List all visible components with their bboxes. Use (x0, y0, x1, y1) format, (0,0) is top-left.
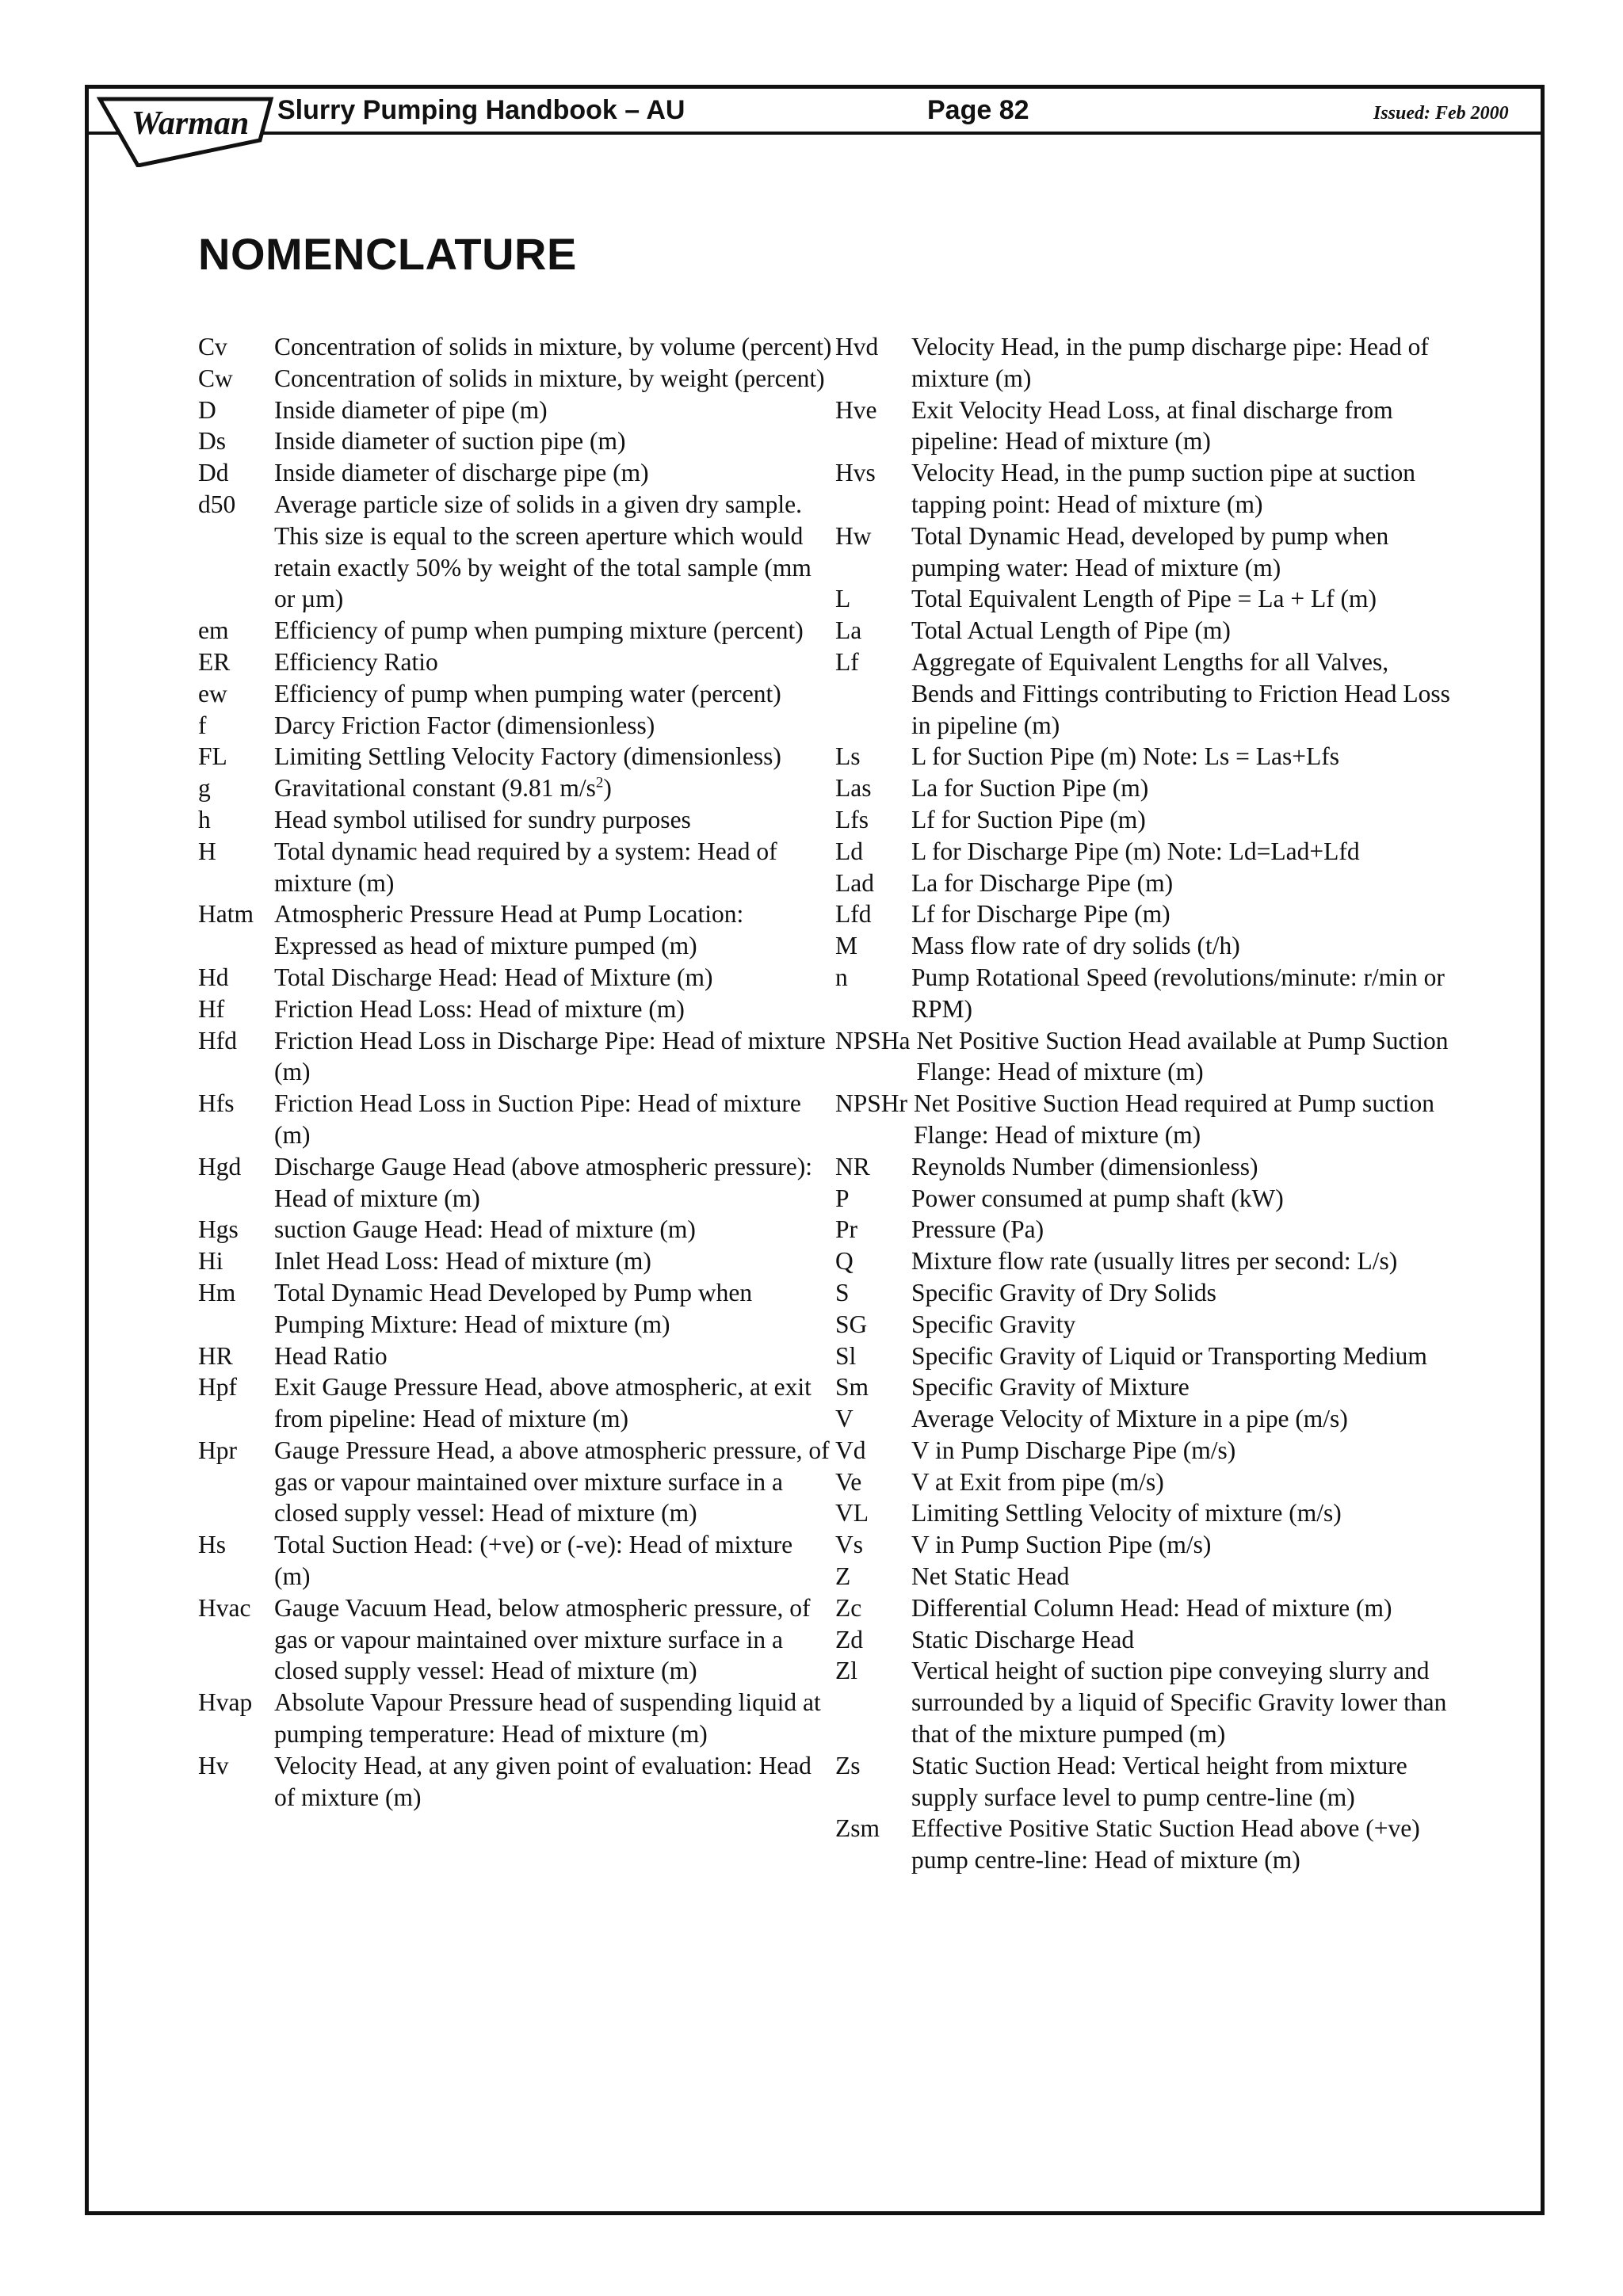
entry-definition: Inside diameter of suction pipe (m) (274, 427, 626, 456)
entry-definition: Power consumed at pump shaft (kW) (911, 1184, 1284, 1212)
entry-symbol: Ds (198, 427, 227, 456)
entry-symbol: Hi (198, 1247, 223, 1276)
entry-definition: Velocity Head, in the pump discharge pipe: Head of mixture (m) (911, 333, 1429, 392)
entry-symbol: Hs (198, 1531, 227, 1559)
nomenclature-entry (198, 1025, 832, 1089)
header-rule (85, 132, 1545, 135)
entry-definition: Specific Gravity (911, 1310, 1076, 1338)
entry-symbol: Hpr (198, 1436, 237, 1464)
nomenclature-entry (835, 1371, 1453, 1403)
warman-logo (97, 94, 274, 167)
entry-symbol: d50 (198, 490, 236, 518)
nomenclature-entry (198, 1151, 832, 1215)
nomenclature-entry (835, 962, 1453, 1025)
entry-definition: Efficiency Ratio (274, 647, 438, 676)
entry-definition: Lf for Suction Pipe (m) (911, 805, 1146, 833)
entry-symbol: Vd (835, 1436, 866, 1464)
handbook-title: Slurry Pumping Handbook – AU (277, 95, 685, 125)
entry-definition: Net Static Head (911, 1562, 1070, 1591)
nomenclature-entry (198, 1245, 832, 1277)
entry-symbol: FL (198, 742, 227, 771)
nomenclature-entry (835, 868, 1453, 899)
entry-definition: Gauge Pressure Head, a above atmospheric pressure, of gas or vapour maintained over mixture surface in a closed supply vessel: Head of mixture (m) (274, 1436, 830, 1527)
entry-symbol: Sl (835, 1341, 857, 1370)
nomenclature-entry (198, 1687, 832, 1750)
entry-definition: V in Pump Suction Pipe (m/s) (911, 1531, 1212, 1559)
entry-symbol: P (835, 1184, 850, 1212)
nomenclature-entry (198, 615, 832, 646)
entry-symbol: Z (835, 1562, 851, 1591)
nomenclature-entry (198, 741, 832, 772)
nomenclature-entry (198, 772, 832, 804)
entry-symbol: Lad (835, 868, 874, 897)
nomenclature-entry (198, 678, 832, 710)
entry-symbol: Hw (835, 521, 872, 550)
nomenclature-entry (198, 1435, 832, 1529)
nomenclature-entry (835, 1813, 1453, 1876)
entry-definition: Gauge Vacuum Head, below atmospheric pressure, of gas or vapour maintained over mixture surface in a closed supply vessel: Head of mixture (m) (274, 1593, 811, 1685)
entry-definition: Efficiency of pump when pumping mixture (percent) (274, 616, 804, 645)
entry-definition: V in Pump Discharge Pipe (m/s) (911, 1436, 1236, 1464)
entry-symbol: Ld (835, 837, 863, 865)
entry-symbol: NPSHa (835, 1026, 911, 1055)
nomenclature-entry (198, 1592, 832, 1687)
entry-definition: Specific Gravity of Dry Solids (911, 1278, 1216, 1306)
entry-symbol: Pr (835, 1215, 858, 1244)
entry-definition: Concentration of solids in mixture, by weight (percent) (274, 364, 825, 392)
entry-symbol: Q (835, 1247, 854, 1276)
entry-symbol: Ls (835, 742, 861, 771)
entry-symbol: La (835, 616, 862, 645)
nomenclature-entry (835, 1403, 1453, 1435)
entry-definition: Friction Head Loss in Suction Pipe: Head of mixture (m) (274, 1089, 801, 1149)
nomenclature-entry (835, 331, 1453, 395)
entry-definition: Head symbol utilised for sundry purposes (274, 805, 691, 833)
entry-symbol: Las (835, 774, 872, 803)
entry-symbol: Vs (835, 1531, 864, 1559)
entry-symbol: Hgd (198, 1152, 242, 1180)
entry-symbol: D (198, 395, 216, 424)
entry-definition: L for Discharge Pipe (m) Note: Ld=Lad+Lfd (911, 837, 1360, 865)
nomenclature-entry (835, 395, 1453, 458)
nomenclature-entry (835, 1245, 1453, 1277)
entry-definition: Average Velocity of Mixture in a pipe (m/s) (911, 1405, 1348, 1433)
nomenclature-entry (835, 1435, 1453, 1466)
entry-symbol: Hf (198, 994, 225, 1023)
nomenclature-entry (835, 930, 1453, 962)
entry-definition: Reynolds Number (dimensionless) (911, 1152, 1258, 1180)
entry-symbol: Hvap (198, 1688, 253, 1717)
entry-symbol: Cw (198, 364, 233, 392)
entry-symbol: ew (198, 679, 227, 707)
entry-definition: Total Dynamic Head, developed by pump when pumping water: Head of mixture (m) (911, 521, 1389, 582)
entry-definition: Concentration of solids in mixture, by volume (percent) (274, 333, 832, 360)
nomenclature-entry (198, 395, 832, 426)
entry-definition: Mixture flow rate (usually litres per second: L/s) (911, 1247, 1398, 1276)
entry-symbol: Hfd (198, 1026, 237, 1055)
nomenclature-entry (835, 1497, 1453, 1529)
entry-definition: Absolute Vapour Pressure head of suspending liquid at pumping temperature: Head of mixture (m) (274, 1688, 821, 1749)
entry-definition: Mass flow rate of dry solids (t/h) (911, 932, 1240, 960)
nomenclature-entry (835, 1750, 1453, 1814)
entry-definition: La for Discharge Pipe (m) (911, 868, 1174, 897)
entry-symbol: Hve (835, 395, 877, 424)
entry-symbol: NPSHr (835, 1089, 908, 1118)
entry-definition: Pump Rotational Speed (revolutions/minute: r/min or RPM) (911, 963, 1445, 1023)
entry-definition: L for Suction Pipe (m) Note: Ls = Las+Lfs (911, 742, 1340, 771)
nomenclature-entry (198, 804, 832, 836)
nomenclature-entry (198, 1529, 832, 1592)
nomenclature-entry (198, 363, 832, 395)
entry-symbol: NR (835, 1152, 870, 1180)
entry-definition: Total Discharge Head: Head of Mixture (m) (274, 963, 713, 991)
nomenclature-entry (198, 425, 832, 457)
entry-symbol: Zs (835, 1751, 861, 1779)
entry-definition: Aggregate of Equivalent Lengths for all Valves, Bends and Fittings contributing to Friction Head Loss in pipeline (m) (911, 647, 1450, 739)
entry-definition: Vertical height of suction pipe conveying slurry and surrounded by a liquid of Specific Gravity lower than that of the mixture pumped (m) (911, 1657, 1447, 1749)
nomenclature-entry (198, 457, 832, 489)
entry-definition: La for Suction Pipe (m) (911, 774, 1149, 803)
nomenclature-entry (835, 1088, 1453, 1151)
entry-definition: V at Exit from pipe (m/s) (911, 1467, 1164, 1496)
entry-definition: Gravitational constant (9.81 $m/s^2$) (274, 774, 612, 803)
nomenclature-entry (835, 804, 1453, 836)
entry-definition: Total Equivalent Length of Pipe = La + Lf (m) (911, 585, 1377, 613)
nomenclature-entry (835, 741, 1453, 772)
entry-definition: Total Actual Length of Pipe (m) (911, 616, 1231, 645)
entry-symbol: VL (835, 1499, 869, 1527)
nomenclature-entry (198, 962, 832, 994)
entry-symbol: Hpf (198, 1373, 237, 1402)
nomenclature-entry (835, 1151, 1453, 1183)
nomenclature-entry (198, 1214, 832, 1245)
nomenclature-entry (198, 1088, 832, 1151)
nomenclature-entry (198, 836, 832, 899)
entry-definition: Static Discharge Head (911, 1625, 1135, 1653)
entry-definition: Limiting Settling Velocity Factory (dimensionless) (274, 742, 781, 771)
entry-definition: Velocity Head, at any given point of evaluation: Head of mixture (m) (274, 1751, 812, 1811)
entry-symbol: h (198, 805, 211, 833)
entry-definition: Inside diameter of discharge pipe (m) (274, 459, 649, 487)
entry-symbol: Hvac (198, 1593, 251, 1622)
entry-definition: Specific Gravity of Liquid or Transporting Medium (911, 1341, 1427, 1370)
nomenclature-entry (835, 1025, 1453, 1089)
nomenclature-entry (835, 1592, 1453, 1624)
issued-date: Issued: Feb 2000 (1373, 103, 1509, 124)
nomenclature-entry (835, 615, 1453, 646)
entry-symbol: Hm (198, 1278, 236, 1306)
entry-definition: Friction Head Loss: Head of mixture (m) (274, 994, 685, 1023)
entry-symbol: H (198, 837, 216, 865)
nomenclature-entry (835, 1624, 1453, 1656)
entry-definition: Differential Column Head: Head of mixture (m) (911, 1593, 1392, 1622)
nomenclature-entry (835, 772, 1453, 804)
nomenclature-entry (835, 1466, 1453, 1498)
entry-definition: Efficiency of pump when pumping water (percent) (274, 679, 781, 707)
nomenclature-column-right (835, 331, 1453, 1876)
entry-symbol: HR (198, 1341, 233, 1370)
logo-text: Warman (131, 105, 250, 142)
nomenclature-entry (835, 1561, 1453, 1592)
nomenclature-entry (835, 1183, 1453, 1215)
nomenclature-entry (835, 521, 1453, 584)
entry-symbol: n (835, 963, 848, 991)
entry-definition: Exit Gauge Pressure Head, above atmospheric, at exit from pipeline: Head of mixture (m) (274, 1373, 812, 1433)
nomenclature-entry (198, 646, 832, 678)
entry-symbol: Hv (198, 1751, 229, 1779)
entry-definition: Lf for Discharge Pipe (m) (911, 900, 1170, 929)
entry-definition: Velocity Head, in the pump suction pipe at suction tapping point: Head of mixture (m) (911, 459, 1415, 518)
entry-symbol: V (835, 1405, 854, 1433)
entry-definition: Inlet Head Loss: Head of mixture (m) (274, 1247, 651, 1276)
entry-definition: Pressure (Pa) (911, 1215, 1044, 1244)
entry-symbol: L (835, 585, 851, 613)
entry-definition: Total Suction Head: (+ve) or (-ve): Head of mixture (m) (274, 1531, 793, 1591)
entry-symbol: Hgs (198, 1215, 239, 1244)
entry-symbol: Lf (835, 647, 859, 676)
entry-definition: Effective Positive Static Suction Head above (+ve) pump centre-line: Head of mixture (m) (911, 1814, 1420, 1875)
nomenclature-entry (835, 898, 1453, 930)
entry-symbol: Zd (835, 1625, 863, 1653)
entry-symbol: Zl (835, 1657, 857, 1685)
entry-definition: Total Dynamic Head Developed by Pump when Pumping Mixture: Head of mixture (m) (274, 1278, 753, 1338)
entry-symbol: Zc (835, 1593, 862, 1622)
page-title: NOMENCLATURE (198, 229, 577, 279)
entry-symbol: Ve (835, 1467, 862, 1496)
entry-symbol: f (198, 711, 207, 739)
nomenclature-entry (198, 1371, 832, 1435)
entry-definition: Average particle size of solids in a given dry sample. This size is equal to the screen aperture which would retain exactly 50% by weight of the total sample (mm or µm) (274, 490, 812, 613)
nomenclature-entry (198, 710, 832, 742)
entry-symbol: Dd (198, 459, 229, 487)
nomenclature-column-left (198, 331, 832, 1813)
entry-symbol: M (835, 932, 858, 960)
entry-symbol: S (835, 1278, 850, 1306)
nomenclature-entry (198, 1341, 832, 1372)
nomenclature-entry (198, 994, 832, 1025)
entry-symbol: ER (198, 647, 231, 676)
nomenclature-entry (835, 1309, 1453, 1341)
nomenclature-entry (198, 1750, 832, 1814)
nomenclature-entry (835, 457, 1453, 521)
entry-definition: suction Gauge Head: Head of mixture (m) (274, 1215, 696, 1244)
nomenclature-entry (198, 331, 832, 363)
entry-symbol: Hvs (835, 459, 876, 487)
nomenclature-entry (835, 1214, 1453, 1245)
entry-definition: Darcy Friction Factor (dimensionless) (274, 711, 655, 739)
entry-definition: Inside diameter of pipe (m) (274, 395, 548, 424)
entry-definition: Head Ratio (274, 1341, 388, 1370)
entry-symbol: SG (835, 1310, 868, 1338)
entry-symbol: Sm (835, 1373, 869, 1402)
nomenclature-entry (198, 1277, 832, 1341)
entry-definition: Limiting Settling Velocity of mixture (m/s) (911, 1499, 1342, 1527)
entry-symbol: Hatm (198, 900, 254, 929)
entry-symbol: Hd (198, 963, 229, 991)
nomenclature-entry (198, 489, 832, 615)
entry-definition: Net Positive Suction Head required at Pump suction Flange: Head of mixture (m) (914, 1089, 1435, 1149)
nomenclature-entry (835, 1341, 1453, 1372)
nomenclature-entry (835, 1655, 1453, 1749)
entry-symbol: Cv (198, 333, 227, 360)
entry-symbol: Zsm (835, 1814, 880, 1843)
nomenclature-entry (835, 583, 1453, 615)
superscript: 2 (595, 774, 604, 791)
entry-definition: Net Positive Suction Head available at Pump Suction Flange: Head of mixture (m) (916, 1026, 1449, 1086)
entry-symbol: Hfs (198, 1089, 235, 1118)
entry-definition: Atmospheric Pressure Head at Pump Location: Expressed as head of mixture pumped (m) (274, 900, 744, 960)
nomenclature-entry (835, 646, 1453, 741)
nomenclature-entry (835, 1277, 1453, 1309)
entry-symbol: g (198, 774, 211, 803)
entry-symbol: em (198, 616, 229, 645)
entry-definition: Discharge Gauge Head (above atmospheric pressure): Head of mixture (m) (274, 1152, 813, 1212)
entry-definition: Exit Velocity Head Loss, at final discharge from pipeline: Head of mixture (m) (911, 395, 1393, 456)
entry-definition: Specific Gravity of Mixture (911, 1373, 1190, 1402)
entry-definition: Friction Head Loss in Discharge Pipe: Head of mixture (m) (274, 1026, 826, 1086)
entry-definition: Static Suction Head: Vertical height from mixture supply surface level to pump centre-line (m) (911, 1751, 1407, 1811)
entry-symbol: Lfs (835, 805, 869, 833)
page-number: Page 82 (927, 95, 1029, 125)
nomenclature-entry (198, 898, 832, 962)
entry-definition: Total dynamic head required by a system: Head of mixture (m) (274, 837, 777, 897)
nomenclature-entry (835, 1529, 1453, 1561)
entry-symbol: Hvd (835, 333, 879, 360)
entry-symbol: Lfd (835, 900, 872, 929)
nomenclature-entry (835, 836, 1453, 868)
